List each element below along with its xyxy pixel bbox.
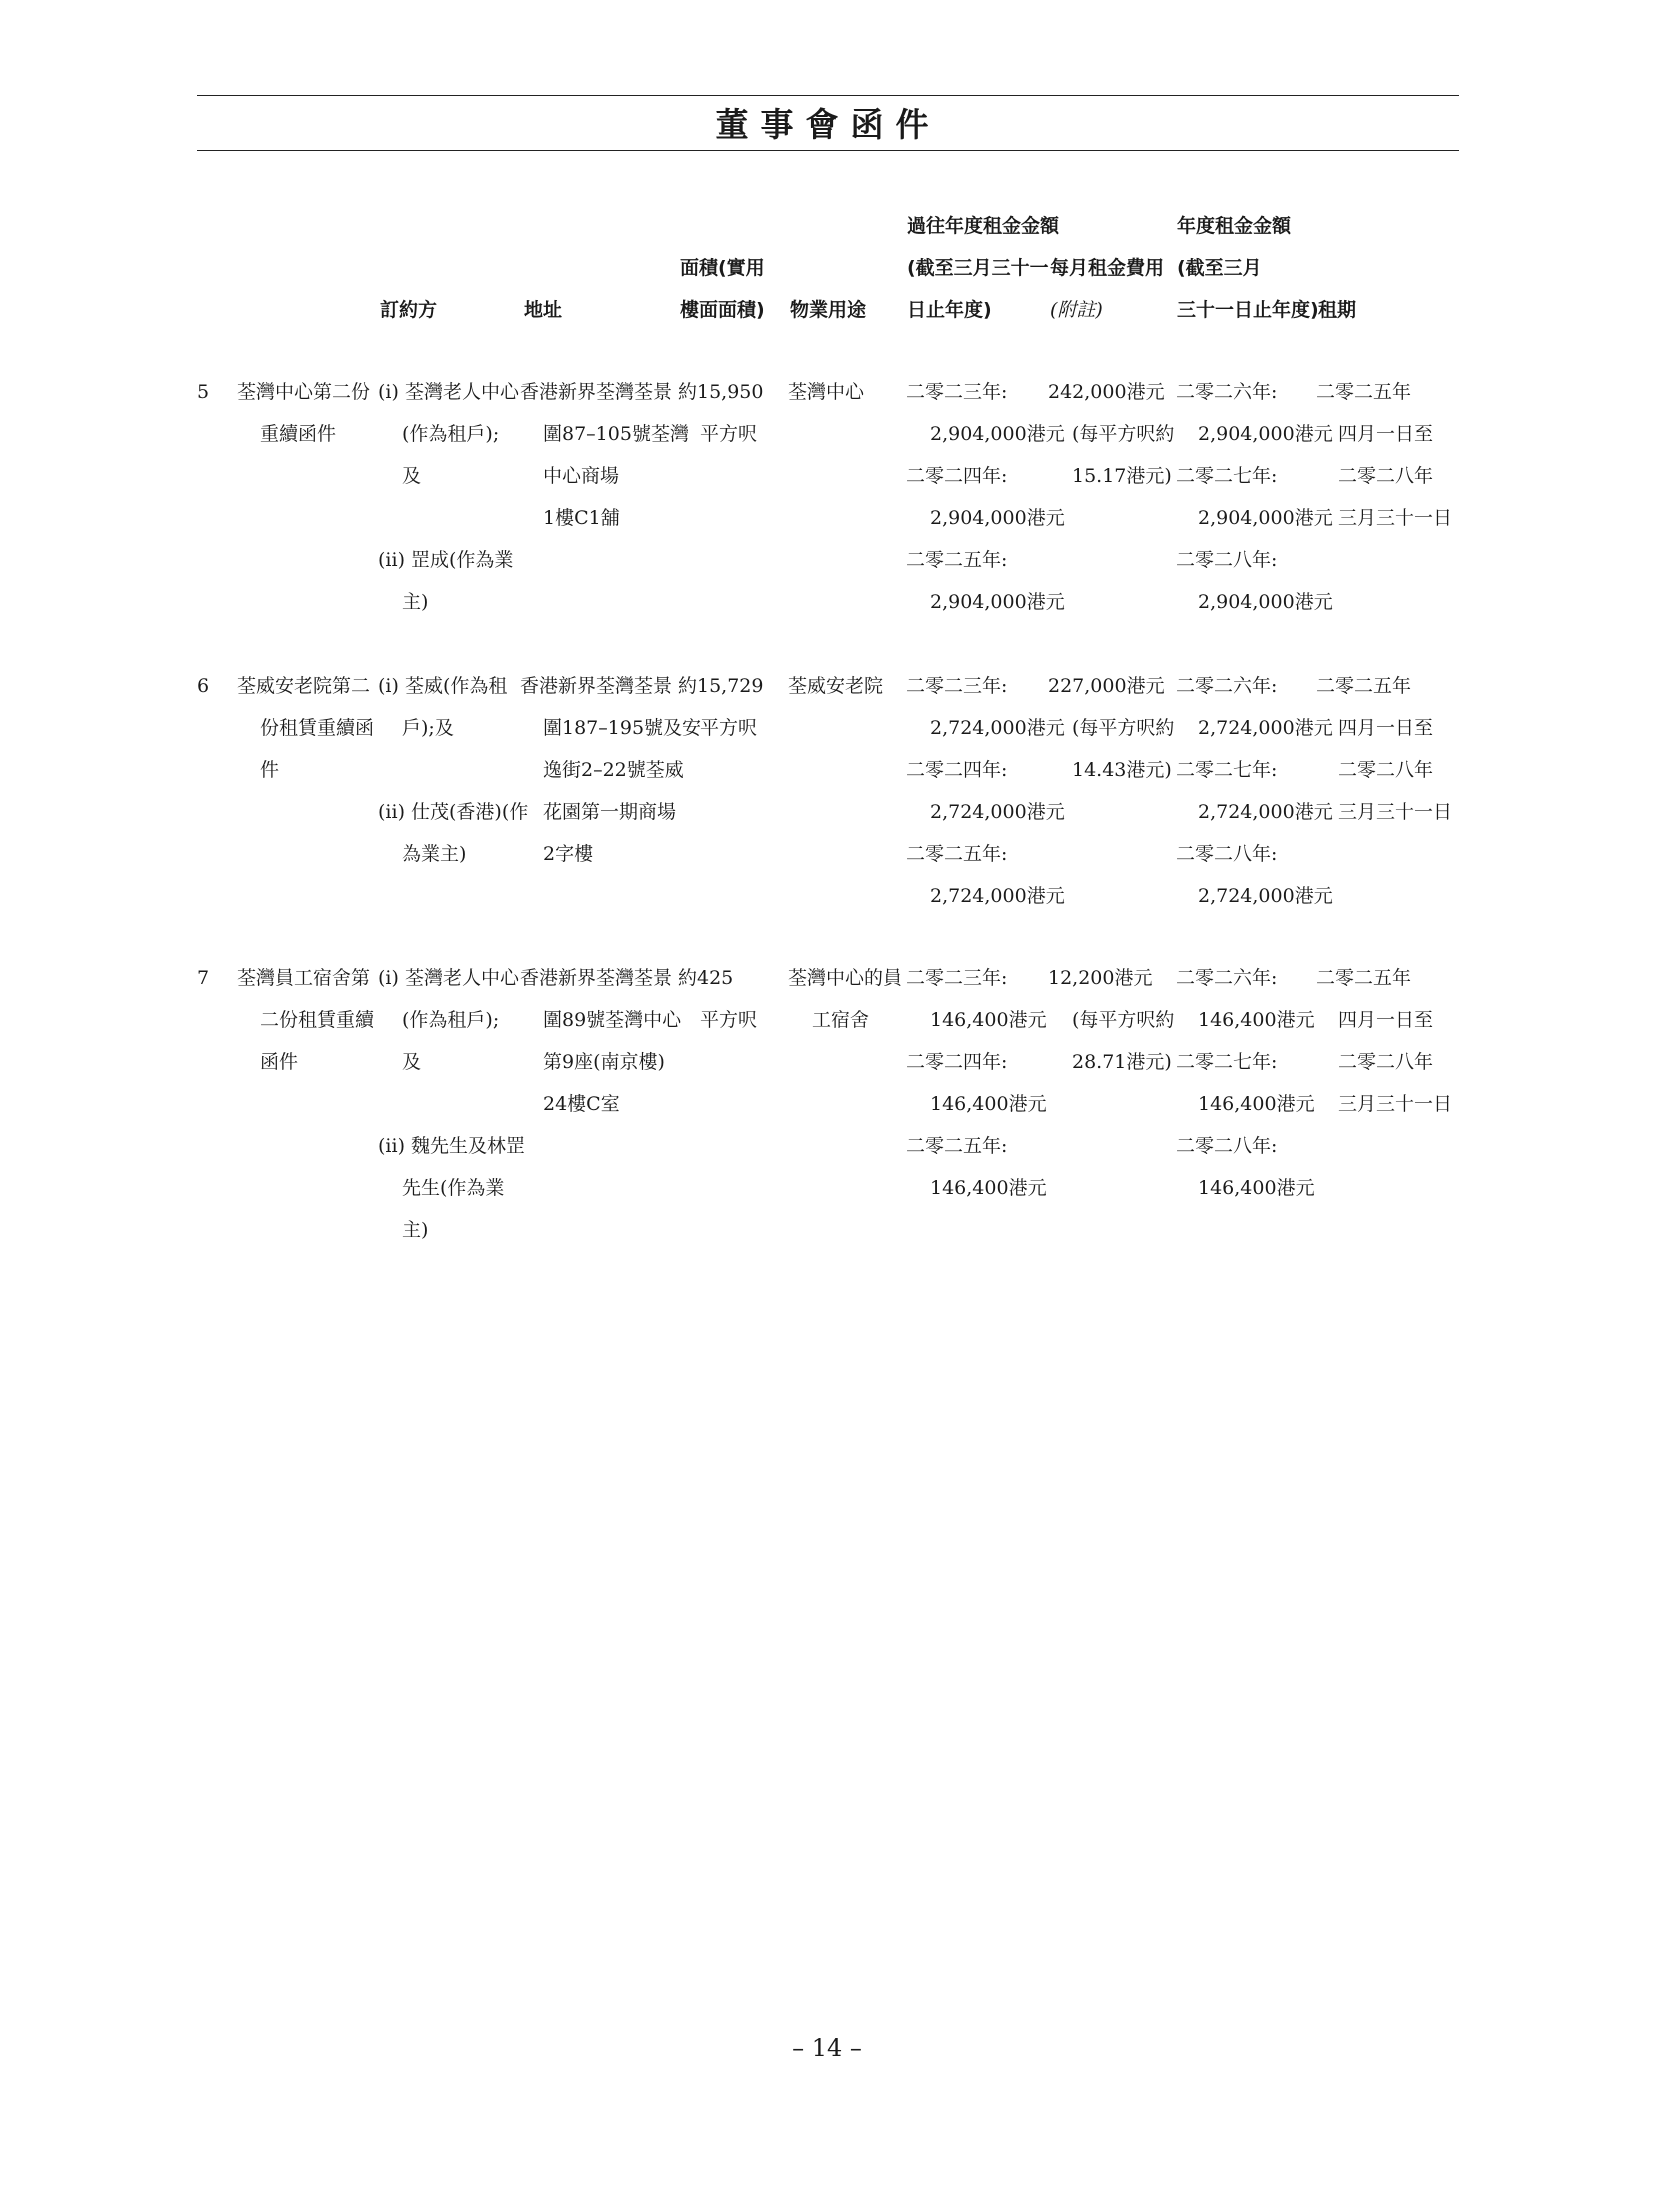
address-text: 香港新界荃灣荃景 <box>520 967 673 989</box>
col-header-annual-line1: 年度租金金額 <box>1177 215 1292 237</box>
agreement-name: 重續函件 <box>260 423 337 445</box>
historical-rent: 2,724,000港元 <box>930 801 1065 823</box>
annual-rent: 2,904,000港元 <box>1198 591 1333 613</box>
annual-rent: 146,400港元 <box>1198 1009 1315 1031</box>
party-text: (ii) 魏先生及林罡 <box>378 1135 526 1157</box>
monthly-rent: (每平方呎約 <box>1072 423 1175 445</box>
annual-rent: 二零二六年: <box>1176 675 1278 697</box>
historical-rent: 2,724,000港元 <box>930 885 1065 907</box>
annual-rent: 2,724,000港元 <box>1198 885 1333 907</box>
lease-term: 四月一日至 <box>1338 423 1434 445</box>
address-text: 第9座(南京樓) <box>543 1051 665 1073</box>
historical-rent: 二零二四年: <box>906 759 1008 781</box>
historical-rent: 二零二五年: <box>906 843 1008 865</box>
historical-rent: 二零二四年: <box>906 465 1008 487</box>
party-text: 主) <box>402 591 429 613</box>
annual-rent: 2,724,000港元 <box>1198 717 1333 739</box>
monthly-rent: 14.43港元) <box>1072 759 1172 781</box>
historical-rent: 二零二五年: <box>906 1135 1008 1157</box>
address-text: 中心商場 <box>543 465 620 487</box>
col-header-address: 地址 <box>524 299 563 321</box>
agreement-name: 份租賃重續函 <box>260 717 375 739</box>
annual-rent: 146,400港元 <box>1198 1177 1315 1199</box>
party-text: 先生(作為業 <box>402 1177 505 1199</box>
party-text: (i) 荃威(作為租 <box>378 675 508 697</box>
monthly-rent: 242,000港元 <box>1048 381 1165 403</box>
historical-rent: 146,400港元 <box>930 1177 1047 1199</box>
agreement-name: 函件 <box>260 1051 299 1073</box>
col-header-annual-line3: 三十一日止年度) <box>1177 299 1319 321</box>
col-header-historical-line3: 日止年度) <box>907 299 992 321</box>
lease-term: 二零二五年 <box>1316 381 1412 403</box>
historical-rent: 二零二三年: <box>906 967 1008 989</box>
address-text: 逸街2–22號荃威 <box>543 759 684 781</box>
lease-term: 四月一日至 <box>1338 1009 1434 1031</box>
col-header-party: 訂約方 <box>380 299 438 321</box>
annual-rent: 二零二七年: <box>1176 465 1278 487</box>
lease-term: 二零二八年 <box>1338 465 1434 487</box>
area-text: 約15,729 <box>678 675 764 697</box>
col-header-area-line2: 樓面面積) <box>680 299 765 321</box>
agreement-name: 荃威安老院第二 <box>237 675 371 697</box>
party-text: 戶);及 <box>402 717 454 739</box>
historical-rent: 146,400港元 <box>930 1009 1047 1031</box>
historical-rent: 2,904,000港元 <box>930 591 1065 613</box>
annual-rent: 146,400港元 <box>1198 1093 1315 1115</box>
annual-rent: 二零二六年: <box>1176 967 1278 989</box>
area-text: 平方呎 <box>700 423 758 445</box>
party-text: (作為租戶); <box>402 423 500 445</box>
address-text: 圍87–105號荃灣 <box>543 423 689 445</box>
col-header-monthly-line1: 每月租金費用 <box>1050 257 1165 279</box>
monthly-rent: 28.71港元) <box>1072 1051 1172 1073</box>
usage-text: 荃灣中心的員 <box>788 967 903 989</box>
page-number: – 14 – <box>792 2034 862 2062</box>
annual-rent: 2,904,000港元 <box>1198 507 1333 529</box>
lease-term: 三月三十一日 <box>1338 801 1453 823</box>
address-text: 香港新界荃灣荃景 <box>520 381 673 403</box>
address-text: 香港新界荃灣荃景 <box>520 675 673 697</box>
monthly-rent: 15.17港元) <box>1072 465 1172 487</box>
address-text: 1樓C1舖 <box>543 507 620 529</box>
annual-rent: 二零二七年: <box>1176 1051 1278 1073</box>
monthly-rent: (每平方呎約 <box>1072 717 1175 739</box>
row-number: 7 <box>197 967 210 989</box>
annual-rent: 2,724,000港元 <box>1198 801 1333 823</box>
historical-rent: 2,724,000港元 <box>930 717 1065 739</box>
lease-term: 四月一日至 <box>1338 717 1434 739</box>
usage-text: 荃灣中心 <box>788 381 865 403</box>
col-header-usage: 物業用途 <box>790 299 867 321</box>
party-text: 主) <box>402 1219 429 1241</box>
annual-rent: 二零二八年: <box>1176 843 1278 865</box>
party-text: (i) 荃灣老人中心 <box>378 967 519 989</box>
row-number: 6 <box>197 675 210 697</box>
historical-rent: 二零二三年: <box>906 675 1008 697</box>
agreement-name: 荃灣中心第二份 <box>237 381 371 403</box>
address-text: 花園第一期商場 <box>543 801 677 823</box>
area-text: 約15,950 <box>678 381 764 403</box>
area-text: 約425 <box>678 967 734 989</box>
lease-term: 二零二五年 <box>1316 675 1412 697</box>
col-header-annual-line2: (截至三月 <box>1177 257 1262 279</box>
agreement-name: 件 <box>260 759 280 781</box>
historical-rent: 二零二四年: <box>906 1051 1008 1073</box>
lease-term: 二零二五年 <box>1316 967 1412 989</box>
address-text: 圍89號荃灣中心 <box>543 1009 682 1031</box>
annual-rent: 2,904,000港元 <box>1198 423 1333 445</box>
historical-rent: 146,400港元 <box>930 1093 1047 1115</box>
row-number: 5 <box>197 381 210 403</box>
historical-rent: 2,904,000港元 <box>930 423 1065 445</box>
col-header-historical-line1: 過往年度租金金額 <box>907 215 1060 237</box>
party-text: (作為租戶); <box>402 1009 500 1031</box>
party-text: 及 <box>402 1051 422 1073</box>
usage-text: 荃威安老院 <box>788 675 884 697</box>
area-text: 平方呎 <box>700 717 758 739</box>
col-header-term: 租期 <box>1318 299 1357 321</box>
col-header-historical-line2: (截至三月三十一 <box>907 257 1049 279</box>
address-text: 24樓C室 <box>543 1093 620 1115</box>
page-title: 董事會函件 <box>715 105 941 144</box>
monthly-rent: 12,200港元 <box>1048 967 1153 989</box>
col-header-area-line1: 面積(實用 <box>680 257 765 279</box>
address-text: 2字樓 <box>543 843 594 865</box>
party-text: 及 <box>402 465 422 487</box>
address-text: 圍187–195號及安 <box>543 717 702 739</box>
monthly-rent: 227,000港元 <box>1048 675 1165 697</box>
party-text: (i) 荃灣老人中心 <box>378 381 519 403</box>
header-bottom-rule <box>197 150 1459 151</box>
area-text: 平方呎 <box>700 1009 758 1031</box>
annual-rent: 二零二七年: <box>1176 759 1278 781</box>
lease-term: 二零二八年 <box>1338 759 1434 781</box>
historical-rent: 二零二五年: <box>906 549 1008 571</box>
historical-rent: 二零二三年: <box>906 381 1008 403</box>
lease-term: 三月三十一日 <box>1338 1093 1453 1115</box>
usage-text: 工宿舍 <box>812 1009 870 1031</box>
historical-rent: 2,904,000港元 <box>930 507 1065 529</box>
annual-rent: 二零二八年: <box>1176 1135 1278 1157</box>
monthly-rent: (每平方呎約 <box>1072 1009 1175 1031</box>
party-text: 為業主) <box>402 843 467 865</box>
party-text: (ii) 罡成(作為業 <box>378 549 514 571</box>
agreement-name: 二份租賃重續 <box>260 1009 375 1031</box>
lease-term: 二零二八年 <box>1338 1051 1434 1073</box>
header-top-rule <box>197 95 1459 96</box>
annual-rent: 二零二六年: <box>1176 381 1278 403</box>
annual-rent: 二零二八年: <box>1176 549 1278 571</box>
party-text: (ii) 仕茂(香港)(作 <box>378 801 529 823</box>
lease-term: 三月三十一日 <box>1338 507 1453 529</box>
col-header-monthly-line2: (附註) <box>1050 299 1103 321</box>
agreement-name: 荃灣員工宿舍第 <box>237 967 371 989</box>
